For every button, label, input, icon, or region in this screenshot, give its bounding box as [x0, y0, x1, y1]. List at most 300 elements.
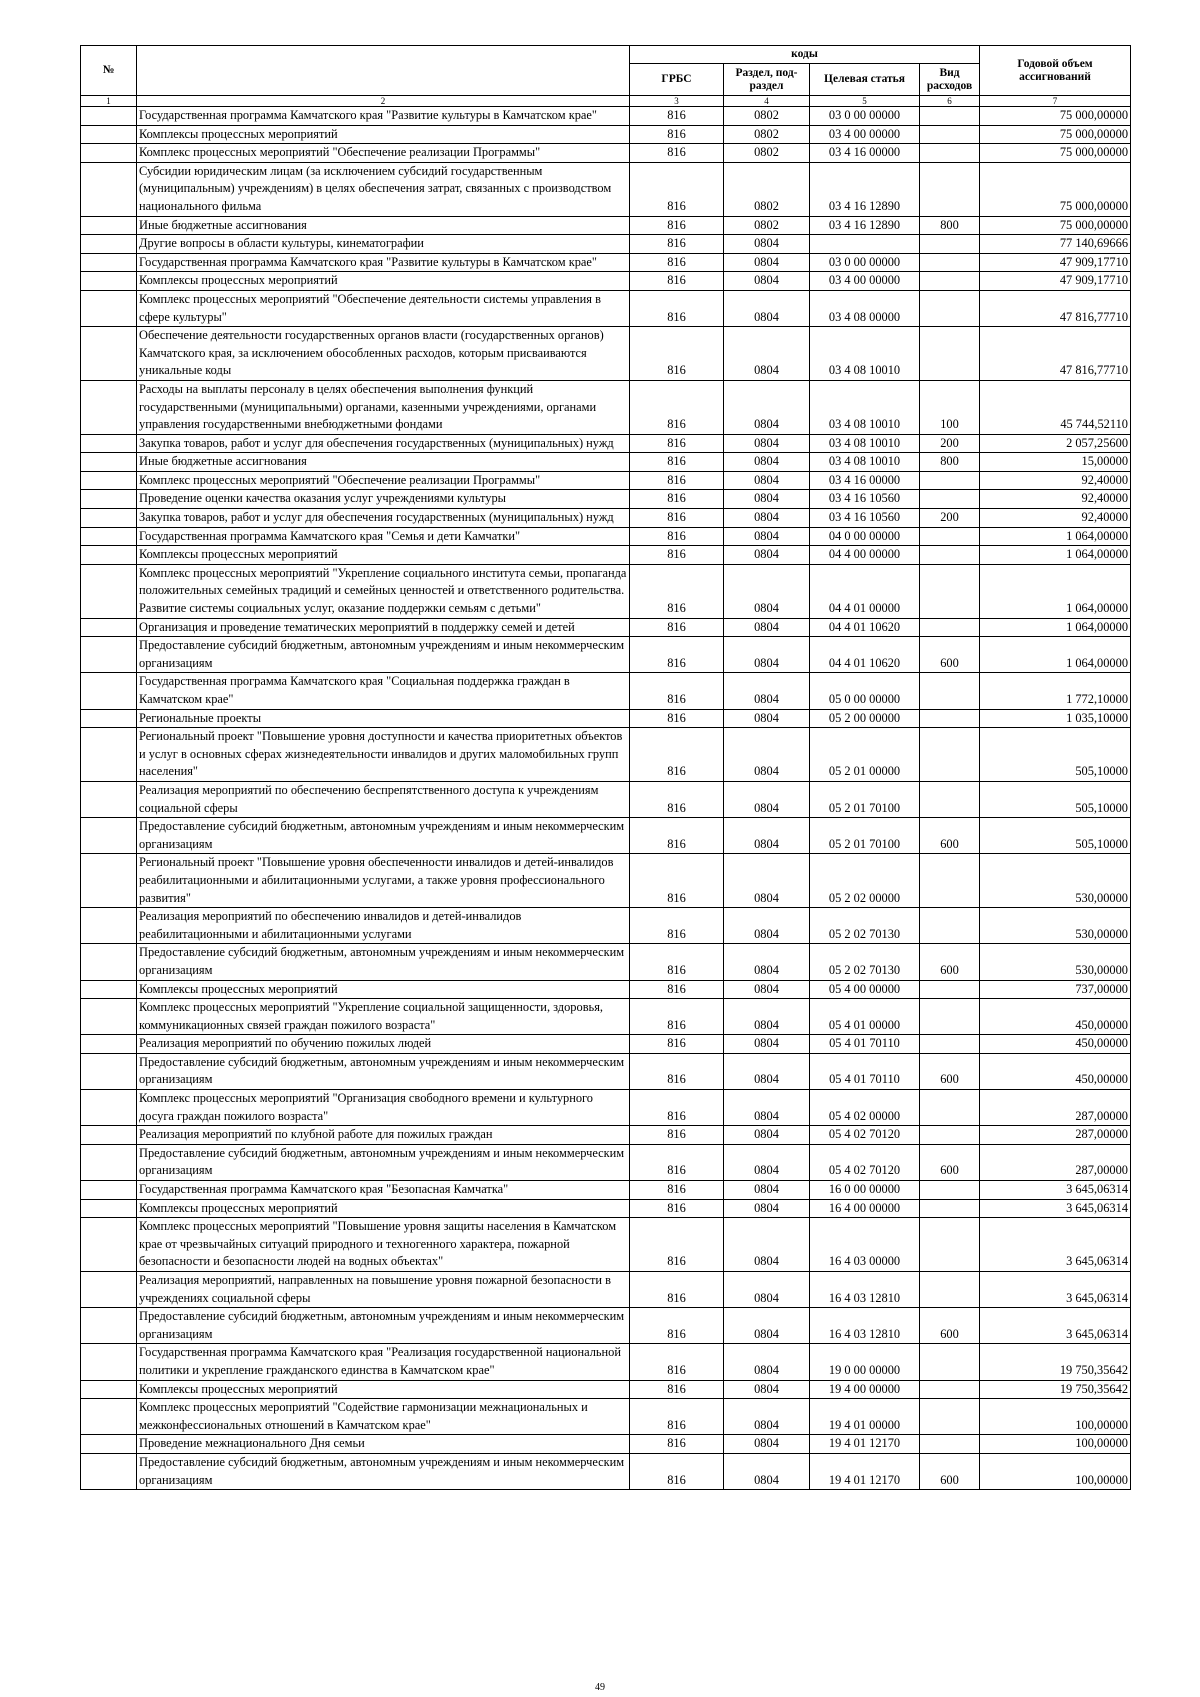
header-number: № [81, 46, 137, 96]
cell-target-article: 19 0 00 00000 [810, 1344, 920, 1380]
cell-number [81, 107, 137, 126]
cell-number [81, 453, 137, 472]
cell-amount: 3 645,06314 [980, 1199, 1131, 1218]
table-row [81, 818, 1131, 854]
cell-expense-type [920, 728, 980, 782]
cell-target-article: 05 4 01 00000 [810, 999, 920, 1035]
cell-target-article: 05 2 01 00000 [810, 728, 920, 782]
column-number: 4 [724, 96, 810, 107]
cell-amount: 1 064,00000 [980, 637, 1131, 673]
cell-amount: 450,00000 [980, 1035, 1131, 1054]
cell-name: Государственная программа Камчатского края "Развитие культуры в Камчатском крае" [137, 253, 630, 272]
cell-razdel: 0804 [724, 527, 810, 546]
table-row [81, 1181, 1131, 1200]
cell-grbs: 816 [630, 125, 724, 144]
cell-grbs: 816 [630, 546, 724, 565]
cell-number [81, 673, 137, 709]
cell-razdel: 0804 [724, 618, 810, 637]
cell-number [81, 854, 137, 908]
cell-grbs: 816 [630, 944, 724, 980]
cell-name: Предоставление субсидий бюджетным, автономным учреждениям и иным некоммерческим организациям [137, 637, 630, 673]
cell-razdel: 0804 [724, 1181, 810, 1200]
cell-grbs: 816 [630, 709, 724, 728]
cell-target-article: 03 4 00 00000 [810, 125, 920, 144]
table-row [81, 980, 1131, 999]
cell-number [81, 509, 137, 528]
cell-number [81, 235, 137, 254]
cell-amount: 75 000,00000 [980, 144, 1131, 163]
cell-grbs: 816 [630, 637, 724, 673]
cell-expense-type [920, 781, 980, 817]
cell-amount: 3 645,06314 [980, 1218, 1131, 1272]
header-name [137, 46, 630, 96]
table-row [81, 1126, 1131, 1145]
cell-razdel: 0804 [724, 818, 810, 854]
cell-expense-type [920, 1218, 980, 1272]
cell-name: Комплекс процессных мероприятий "Обеспечение деятельности системы управления в сфере культуры" [137, 290, 630, 326]
column-number: 2 [137, 96, 630, 107]
table-row [81, 1035, 1131, 1054]
cell-name: Комплекс процессных мероприятий "Организация свободного времени и культурного досуга граждан пожилого возраста" [137, 1090, 630, 1126]
table-row [81, 1272, 1131, 1308]
cell-razdel: 0804 [724, 546, 810, 565]
table-row [81, 1090, 1131, 1126]
cell-amount: 92,40000 [980, 509, 1131, 528]
cell-name: Предоставление субсидий бюджетным, автономным учреждениям и иным некоммерческим организациям [137, 944, 630, 980]
cell-grbs: 816 [630, 380, 724, 434]
cell-grbs: 816 [630, 1399, 724, 1435]
cell-number [81, 637, 137, 673]
cell-razdel: 0802 [724, 125, 810, 144]
cell-number [81, 564, 137, 618]
cell-expense-type: 600 [920, 1053, 980, 1089]
cell-number [81, 546, 137, 565]
cell-amount: 287,00000 [980, 1144, 1131, 1180]
table-row [81, 490, 1131, 509]
cell-number [81, 1053, 137, 1089]
cell-grbs: 816 [630, 107, 724, 126]
cell-amount: 2 057,25600 [980, 434, 1131, 453]
cell-razdel: 0804 [724, 1126, 810, 1145]
budget-table [80, 45, 1131, 1490]
cell-grbs: 816 [630, 1380, 724, 1399]
cell-razdel: 0804 [724, 1053, 810, 1089]
table-row [81, 637, 1131, 673]
cell-name: Предоставление субсидий бюджетным, автономным учреждениям и иным некоммерческим организациям [137, 818, 630, 854]
cell-expense-type [920, 546, 980, 565]
table-row [81, 1399, 1131, 1435]
page-number: 49 [595, 1682, 605, 1693]
cell-amount: 75 000,00000 [980, 107, 1131, 126]
cell-grbs: 816 [630, 1272, 724, 1308]
cell-name: Обеспечение деятельности государственных органов власти (государственных органов) Камчатского края, за исключением обособленных расходов, которым присваиваются уникальные коды [137, 327, 630, 381]
cell-expense-type [920, 527, 980, 546]
cell-amount: 100,00000 [980, 1435, 1131, 1454]
cell-amount: 530,00000 [980, 944, 1131, 980]
cell-grbs: 816 [630, 1453, 724, 1489]
column-number: 3 [630, 96, 724, 107]
cell-amount: 287,00000 [980, 1090, 1131, 1126]
cell-target-article: 16 4 00 00000 [810, 1199, 920, 1218]
table-row [81, 1199, 1131, 1218]
table-row [81, 527, 1131, 546]
cell-expense-type [920, 1380, 980, 1399]
cell-name: Комплекс процессных мероприятий "Повышение уровня защиты населения в Камчатском крае от чрезвычайных ситуаций природного и техногенного характера, пожарной безопасности и безопасности людей на водных объектах" [137, 1218, 630, 1272]
cell-amount: 47 816,77710 [980, 327, 1131, 381]
cell-expense-type: 100 [920, 380, 980, 434]
cell-target-article: 03 4 16 00000 [810, 144, 920, 163]
cell-razdel: 0804 [724, 854, 810, 908]
cell-grbs: 816 [630, 253, 724, 272]
cell-expense-type [920, 618, 980, 637]
table-row [81, 434, 1131, 453]
cell-amount: 287,00000 [980, 1126, 1131, 1145]
cell-grbs: 816 [630, 1308, 724, 1344]
cell-amount: 1 064,00000 [980, 618, 1131, 637]
cell-grbs: 816 [630, 527, 724, 546]
cell-number [81, 1272, 137, 1308]
cell-number [81, 162, 137, 216]
cell-target-article: 03 4 16 00000 [810, 471, 920, 490]
cell-grbs: 816 [630, 999, 724, 1035]
table-row [81, 509, 1131, 528]
cell-expense-type: 600 [920, 1453, 980, 1489]
cell-number [81, 290, 137, 326]
cell-number [81, 490, 137, 509]
cell-name: Региональный проект "Повышение уровня обеспеченности инвалидов и детей-инвалидов реабилитационными и абилитационными услугами, а также уровня профессионального развития" [137, 854, 630, 908]
cell-target-article: 05 2 01 70100 [810, 781, 920, 817]
cell-target-article: 19 4 00 00000 [810, 1380, 920, 1399]
cell-expense-type [920, 673, 980, 709]
cell-name: Государственная программа Камчатского края "Семья и дети Камчатки" [137, 527, 630, 546]
column-number-row [81, 96, 1131, 107]
cell-target-article: 05 4 00 00000 [810, 980, 920, 999]
cell-razdel: 0804 [724, 490, 810, 509]
cell-target-article: 05 4 02 70120 [810, 1144, 920, 1180]
cell-target-article: 16 0 00 00000 [810, 1181, 920, 1200]
cell-expense-type [920, 125, 980, 144]
table-row [81, 216, 1131, 235]
cell-expense-type [920, 272, 980, 291]
cell-target-article: 05 4 02 70120 [810, 1126, 920, 1145]
cell-amount: 45 744,52110 [980, 380, 1131, 434]
cell-expense-type [920, 980, 980, 999]
cell-expense-type [920, 162, 980, 216]
cell-grbs: 816 [630, 235, 724, 254]
cell-grbs: 816 [630, 1035, 724, 1054]
cell-number [81, 471, 137, 490]
cell-target-article: 05 2 02 70130 [810, 944, 920, 980]
table-row [81, 1435, 1131, 1454]
cell-name: Реализация мероприятий, направленных на повышение уровня пожарной безопасности в учреждениях социальной сферы [137, 1272, 630, 1308]
cell-target-article: 03 4 08 10010 [810, 453, 920, 472]
cell-number [81, 327, 137, 381]
cell-number [81, 999, 137, 1035]
cell-grbs: 816 [630, 327, 724, 381]
table-row [81, 618, 1131, 637]
cell-amount: 505,10000 [980, 818, 1131, 854]
cell-razdel: 0804 [724, 908, 810, 944]
cell-number [81, 709, 137, 728]
cell-amount: 47 816,77710 [980, 290, 1131, 326]
cell-expense-type: 800 [920, 453, 980, 472]
cell-target-article: 03 4 16 12890 [810, 162, 920, 216]
cell-razdel: 0804 [724, 235, 810, 254]
cell-razdel: 0804 [724, 1035, 810, 1054]
cell-number [81, 1218, 137, 1272]
cell-amount: 47 909,17710 [980, 272, 1131, 291]
cell-amount: 92,40000 [980, 471, 1131, 490]
cell-name: Комплексы процессных мероприятий [137, 125, 630, 144]
cell-amount: 75 000,00000 [980, 162, 1131, 216]
cell-number [81, 818, 137, 854]
cell-expense-type [920, 1399, 980, 1435]
table-row [81, 253, 1131, 272]
cell-razdel: 0804 [724, 272, 810, 291]
cell-number [81, 1435, 137, 1454]
cell-amount: 100,00000 [980, 1399, 1131, 1435]
cell-number [81, 434, 137, 453]
cell-amount: 530,00000 [980, 854, 1131, 908]
cell-expense-type [920, 490, 980, 509]
cell-razdel: 0804 [724, 453, 810, 472]
cell-name: Комплекс процессных мероприятий "Обеспечение реализации Программы" [137, 144, 630, 163]
cell-name: Комплекс процессных мероприятий "Укрепление социальной защищенности, здоровья, коммуникационных связей граждан пожилого возраста" [137, 999, 630, 1035]
table-row [81, 673, 1131, 709]
cell-target-article: 03 4 16 12890 [810, 216, 920, 235]
table-row [81, 1144, 1131, 1180]
cell-razdel: 0804 [724, 1090, 810, 1126]
cell-expense-type [920, 253, 980, 272]
header-annual-amount: Годовой объем ассигнований [980, 46, 1131, 96]
cell-razdel: 0802 [724, 162, 810, 216]
cell-razdel: 0804 [724, 434, 810, 453]
cell-expense-type: 600 [920, 818, 980, 854]
cell-name: Субсидии юридическим лицам (за исключением субсидий государственным (муниципальным) учреждениям) в целях обеспечения затрат, связанных с производством национального фильма [137, 162, 630, 216]
table-row [81, 1308, 1131, 1344]
cell-razdel: 0804 [724, 1272, 810, 1308]
cell-razdel: 0804 [724, 327, 810, 381]
cell-name: Иные бюджетные ассигнования [137, 453, 630, 472]
cell-target-article: 04 0 00 00000 [810, 527, 920, 546]
cell-number [81, 1344, 137, 1380]
cell-razdel: 0804 [724, 1380, 810, 1399]
table-row [81, 235, 1131, 254]
cell-grbs: 816 [630, 1053, 724, 1089]
cell-name: Региональные проекты [137, 709, 630, 728]
cell-razdel: 0804 [724, 944, 810, 980]
cell-name: Комплекс процессных мероприятий "Обеспечение реализации Программы" [137, 471, 630, 490]
cell-expense-type: 600 [920, 1308, 980, 1344]
cell-expense-type [920, 1126, 980, 1145]
cell-target-article: 05 2 02 70130 [810, 908, 920, 944]
cell-target-article: 05 2 01 70100 [810, 818, 920, 854]
cell-amount: 450,00000 [980, 1053, 1131, 1089]
cell-target-article: 16 4 03 00000 [810, 1218, 920, 1272]
cell-expense-type: 800 [920, 216, 980, 235]
cell-number [81, 1380, 137, 1399]
cell-expense-type [920, 1344, 980, 1380]
cell-grbs: 816 [630, 272, 724, 291]
table-row [81, 1380, 1131, 1399]
cell-name: Реализация мероприятий по обеспечению инвалидов и детей-инвалидов реабилитационными и абилитационными услугами [137, 908, 630, 944]
cell-grbs: 816 [630, 908, 724, 944]
cell-number [81, 1453, 137, 1489]
cell-number [81, 781, 137, 817]
cell-target-article: 03 4 16 10560 [810, 490, 920, 509]
cell-target-article: 04 4 01 10620 [810, 637, 920, 673]
cell-amount: 505,10000 [980, 728, 1131, 782]
table-row [81, 1218, 1131, 1272]
cell-target-article: 03 4 08 00000 [810, 290, 920, 326]
cell-target-article: 05 4 01 70110 [810, 1035, 920, 1054]
cell-name: Предоставление субсидий бюджетным, автономным учреждениям и иным некоммерческим организациям [137, 1053, 630, 1089]
cell-number [81, 125, 137, 144]
cell-target-article: 03 4 16 10560 [810, 509, 920, 528]
cell-razdel: 0804 [724, 1218, 810, 1272]
cell-name: Реализация мероприятий по клубной работе для пожилых граждан [137, 1126, 630, 1145]
cell-grbs: 816 [630, 434, 724, 453]
table-row [81, 999, 1131, 1035]
cell-expense-type [920, 327, 980, 381]
cell-razdel: 0804 [724, 637, 810, 673]
table-row [81, 125, 1131, 144]
cell-grbs: 816 [630, 162, 724, 216]
cell-expense-type [920, 1181, 980, 1200]
cell-target-article [810, 235, 920, 254]
cell-target-article: 04 4 00 00000 [810, 546, 920, 565]
table-row [81, 107, 1131, 126]
cell-expense-type [920, 1199, 980, 1218]
cell-grbs: 816 [630, 290, 724, 326]
column-number: 7 [980, 96, 1131, 107]
cell-razdel: 0804 [724, 564, 810, 618]
cell-grbs: 816 [630, 490, 724, 509]
cell-grbs: 816 [630, 854, 724, 908]
cell-expense-type [920, 107, 980, 126]
cell-name: Государственная программа Камчатского края "Социальная поддержка граждан в Камчатском крае" [137, 673, 630, 709]
column-number: 5 [810, 96, 920, 107]
cell-razdel: 0804 [724, 1144, 810, 1180]
header-razdel: Раздел, под-раздел [724, 64, 810, 96]
cell-amount: 75 000,00000 [980, 216, 1131, 235]
cell-razdel: 0804 [724, 1199, 810, 1218]
cell-razdel: 0804 [724, 1453, 810, 1489]
cell-number [81, 1199, 137, 1218]
cell-name: Предоставление субсидий бюджетным, автономным учреждениям и иным некоммерческим организациям [137, 1453, 630, 1489]
cell-grbs: 816 [630, 453, 724, 472]
cell-number [81, 272, 137, 291]
cell-target-article: 03 4 00 00000 [810, 272, 920, 291]
table-row [81, 1344, 1131, 1380]
cell-razdel: 0804 [724, 1435, 810, 1454]
cell-name: Проведение межнационального Дня семьи [137, 1435, 630, 1454]
cell-expense-type [920, 709, 980, 728]
cell-name: Предоставление субсидий бюджетным, автономным учреждениям и иным некоммерческим организациям [137, 1308, 630, 1344]
cell-target-article: 19 4 01 00000 [810, 1399, 920, 1435]
cell-grbs: 816 [630, 1199, 724, 1218]
cell-number [81, 728, 137, 782]
header-row-top [81, 46, 1131, 64]
table-row [81, 162, 1131, 216]
cell-number [81, 1144, 137, 1180]
table-row [81, 728, 1131, 782]
cell-name: Комплексы процессных мероприятий [137, 1199, 630, 1218]
cell-razdel: 0804 [724, 253, 810, 272]
cell-target-article: 03 4 08 10010 [810, 327, 920, 381]
cell-name: Государственная программа Камчатского края "Реализация государственной национальной политики и укрепление гражданского единства в Камчатском крае" [137, 1344, 630, 1380]
cell-amount: 19 750,35642 [980, 1344, 1131, 1380]
cell-expense-type [920, 144, 980, 163]
cell-razdel: 0804 [724, 728, 810, 782]
cell-name: Комплексы процессных мероприятий [137, 980, 630, 999]
cell-name: Комплексы процессных мероприятий [137, 272, 630, 291]
cell-name: Региональный проект "Повышение уровня доступности и качества приоритетных объектов и услуг в основных сферах жизнедеятельности инвалидов и других маломобильных групп населения" [137, 728, 630, 782]
table-row [81, 781, 1131, 817]
cell-razdel: 0804 [724, 471, 810, 490]
cell-target-article: 03 0 00 00000 [810, 107, 920, 126]
cell-amount: 3 645,06314 [980, 1272, 1131, 1308]
cell-number [81, 1308, 137, 1344]
cell-amount: 15,00000 [980, 453, 1131, 472]
cell-razdel: 0804 [724, 290, 810, 326]
table-row [81, 709, 1131, 728]
cell-grbs: 816 [630, 1181, 724, 1200]
cell-amount: 737,00000 [980, 980, 1131, 999]
cell-number [81, 944, 137, 980]
cell-razdel: 0802 [724, 144, 810, 163]
cell-name: Проведение оценки качества оказания услуг учреждениями культуры [137, 490, 630, 509]
cell-amount: 19 750,35642 [980, 1380, 1131, 1399]
cell-razdel: 0804 [724, 1344, 810, 1380]
cell-amount: 505,10000 [980, 781, 1131, 817]
cell-amount: 1 064,00000 [980, 527, 1131, 546]
cell-grbs: 816 [630, 509, 724, 528]
cell-target-article: 03 0 00 00000 [810, 253, 920, 272]
table-body [81, 107, 1131, 1490]
table-row [81, 1053, 1131, 1089]
cell-target-article: 04 4 01 10620 [810, 618, 920, 637]
cell-expense-type [920, 1090, 980, 1126]
cell-razdel: 0804 [724, 509, 810, 528]
table-row [81, 564, 1131, 618]
cell-expense-type [920, 235, 980, 254]
cell-amount: 100,00000 [980, 1453, 1131, 1489]
cell-amount: 3 645,06314 [980, 1181, 1131, 1200]
cell-target-article: 05 4 02 00000 [810, 1090, 920, 1126]
column-number: 1 [81, 96, 137, 107]
header-target-article: Целевая статья [810, 64, 920, 96]
cell-name: Организация и проведение тематических мероприятий в поддержку семей и детей [137, 618, 630, 637]
cell-grbs: 816 [630, 144, 724, 163]
cell-expense-type: 600 [920, 944, 980, 980]
cell-name: Реализация мероприятий по обеспечению беспрепятственного доступа к учреждениям социальной сферы [137, 781, 630, 817]
cell-target-article: 05 2 00 00000 [810, 709, 920, 728]
cell-grbs: 816 [630, 564, 724, 618]
cell-number [81, 380, 137, 434]
cell-razdel: 0804 [724, 999, 810, 1035]
cell-razdel: 0804 [724, 1308, 810, 1344]
cell-target-article: 19 4 01 12170 [810, 1435, 920, 1454]
cell-number [81, 1126, 137, 1145]
cell-number [81, 253, 137, 272]
cell-name: Другие вопросы в области культуры, кинематографии [137, 235, 630, 254]
cell-amount: 1 772,10000 [980, 673, 1131, 709]
table-row [81, 908, 1131, 944]
cell-grbs: 816 [630, 1144, 724, 1180]
cell-number [81, 216, 137, 235]
cell-razdel: 0804 [724, 781, 810, 817]
